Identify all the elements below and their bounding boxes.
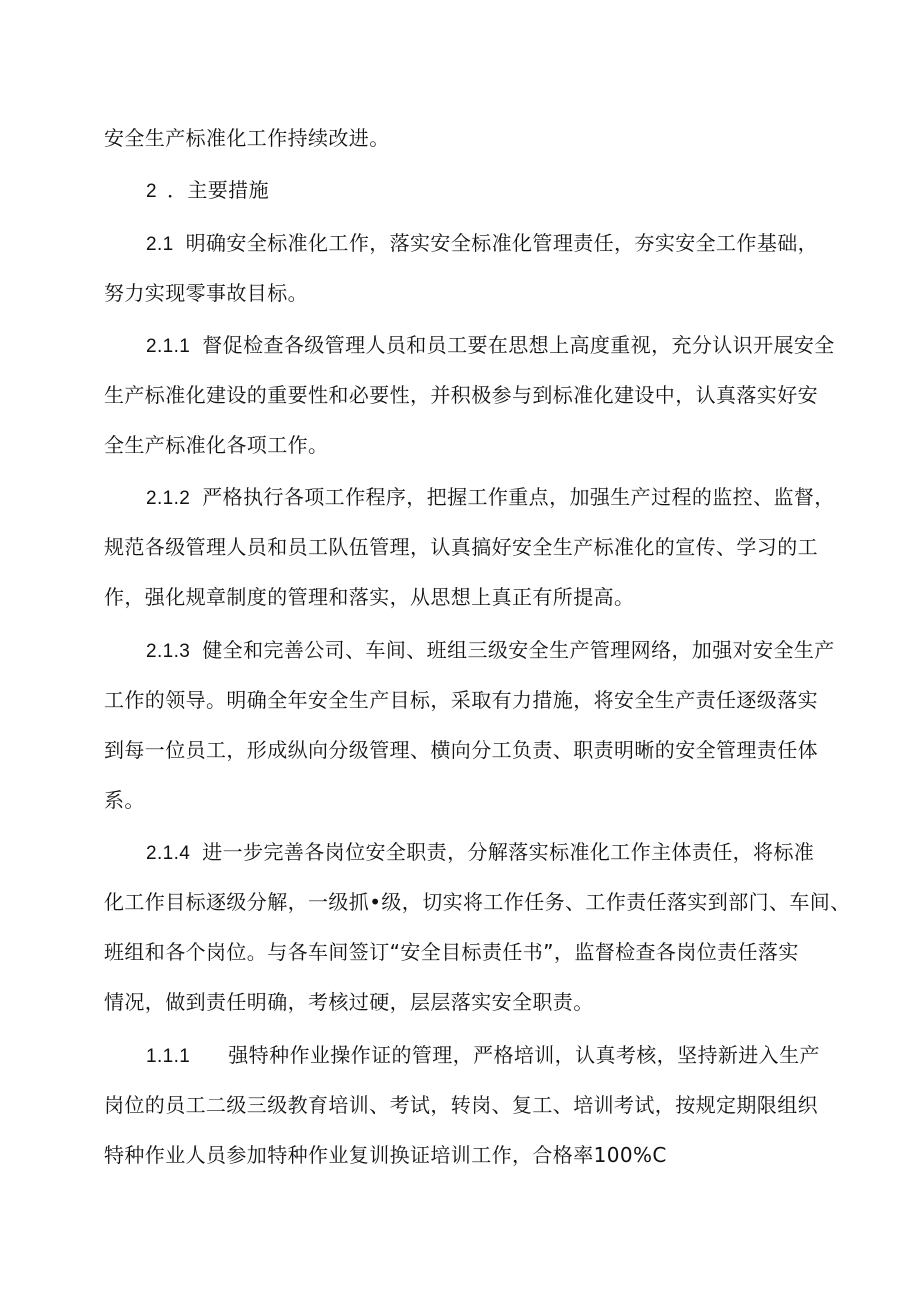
paragraph-line: 安全生产标准化工作持续改进。 [104, 126, 390, 150]
section-title: ．主要措施 [166, 178, 269, 202]
paragraph-line: 作，强化规章制度的管理和落实，从思想上真正有所提高。 [104, 585, 635, 609]
clause-number: 2.1.3 [146, 641, 191, 662]
clause-number: 1.1.1 [146, 1046, 191, 1067]
paragraph-line: 全生产标准化各项工作。 [104, 433, 329, 457]
section-number: 2 [146, 181, 157, 202]
paragraph-line: 工作的领导。明确全年安全生产目标，采取有力措施，将安全生产责任逐级落实 [104, 688, 818, 712]
paragraph-line: 健全和完善公司、车间、班组三级安全生产管理网络，加强对安全生产 [202, 638, 835, 662]
clause-number: 2.1.2 [146, 488, 191, 509]
clause-number: 2.1.4 [146, 843, 191, 864]
paragraph-line: 强特种作业操作证的管理，严格培训，认真考核，坚持新进入生产 [228, 1043, 820, 1067]
paragraph-line: 督促检查各级管理人员和员工要在思想上高度重视，充分认识开展安全 [202, 333, 835, 357]
clause-number: 2.1 [146, 234, 174, 255]
paragraph-line: 生产标准化建设的重要性和必要性，并积极参与到标准化建设中，认真落实好安 [104, 383, 818, 407]
paragraph-line: 情况，做到责任明确，考核过硬，层层落实安全职责。 [104, 990, 594, 1014]
paragraph-line: 规范各级管理人员和员工队伍管理，认真搞好安全生产标准化的宣传、学习的工 [104, 535, 818, 559]
paragraph-line: 严格执行各项工作程序，把握工作重点，加强生产过程的监控、监督， [202, 485, 835, 509]
paragraph-line: 化工作目标逐级分解，一级抓•级，切实将工作任务、工作责任落实到部门、车间、 [104, 890, 851, 914]
paragraph-line: 努力实现零事故目标。 [104, 281, 308, 305]
paragraph-line: 岗位的员工二级三级教育培训、考试，转岗、复工、培训考试，按规定期限组织 [104, 1093, 818, 1117]
paragraph-line: 特种作业人员参加特种作业复训换证培训工作，合格率100%C [104, 1143, 667, 1167]
paragraph-line: 系。 [104, 788, 145, 812]
paragraph-line: 到每一位员工，形成纵向分级管理、横向分工负责、职责明晰的安全管理责任体 [104, 738, 818, 762]
paragraph-line: 明确安全标准化工作，落实安全标准化管理责任，夯实安全工作基础， [185, 231, 819, 255]
paragraph-line: 进一步完善各岗位安全职责，分解落实标准化工作主体责任，将标准 [202, 840, 815, 864]
paragraph-line: 班组和各个岗位。与各车间签订“安全目标责任书”，监督检查各岗位责任落实 [104, 940, 799, 964]
clause-number: 2.1.1 [146, 336, 191, 357]
